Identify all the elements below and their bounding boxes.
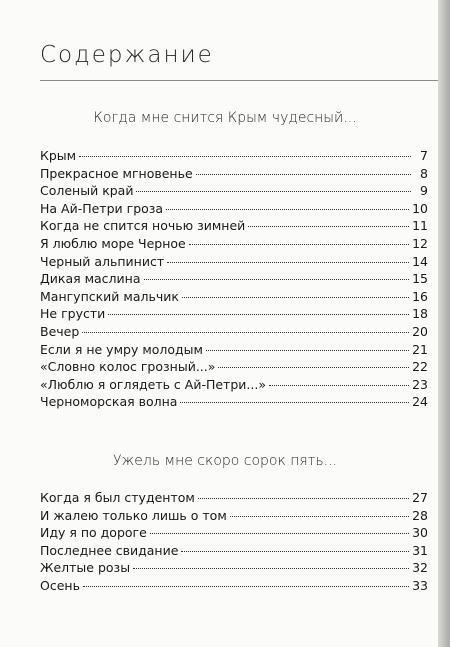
toc-entry [40, 376, 428, 394]
toc-entry-page: 11 [412, 218, 428, 234]
toc-entry [40, 182, 428, 200]
toc-entry-page: 18 [412, 306, 428, 322]
toc-dot-leader [83, 586, 409, 587]
toc-entry-title: Черный альпинист [40, 253, 165, 269]
toc-entry-title: «Словно колос грозный...» [40, 359, 216, 375]
toc-entry [40, 323, 428, 341]
toc-dot-leader [82, 332, 409, 333]
toc-entry [40, 147, 428, 165]
toc-entry-page: 20 [412, 323, 428, 339]
toc-entry [40, 393, 428, 411]
toc-dot-leader [182, 297, 409, 298]
toc-entry-title: Иду я по дороге [40, 525, 147, 541]
toc-dot-leader [189, 244, 409, 245]
toc-entry [40, 253, 428, 271]
toc-entry [40, 341, 428, 359]
toc-entry-page: 30 [412, 525, 428, 541]
toc-entry [40, 489, 428, 507]
page-title: Содержание [40, 42, 214, 68]
toc-entry-title: Если я не умру молодым [40, 341, 203, 357]
toc-dot-leader [167, 262, 409, 263]
toc-entry-title: Осень [40, 577, 80, 593]
section-title-2: Ужель мне скоро сорок пять... [113, 453, 337, 469]
toc-entry-page: 33 [412, 577, 428, 593]
toc-entry-page: 27 [412, 490, 428, 505]
section-title-1: Когда мне снится Крым чудесный... [93, 110, 357, 126]
toc-list-section-2 [40, 489, 428, 595]
toc-dot-leader [181, 551, 409, 552]
toc-entry [40, 270, 428, 288]
toc-dot-leader [206, 350, 409, 351]
toc-entry-title: Последнее свидание [40, 542, 179, 558]
toc-entry [40, 217, 428, 235]
toc-entry-title: И жалею только лишь о том [40, 507, 227, 523]
toc-entry-page: 31 [412, 542, 428, 558]
toc-dot-leader [248, 226, 409, 227]
toc-entry [40, 235, 428, 253]
toc-entry-title: Когда не спится ночью зимней [40, 218, 246, 234]
toc-dot-leader [144, 279, 410, 280]
toc-entry-title: Желтые розы [40, 560, 131, 576]
toc-dot-leader [136, 191, 411, 192]
toc-entry [40, 358, 428, 376]
toc-entry [40, 577, 428, 595]
toc-entry-title: Я люблю море Черное [40, 235, 186, 251]
toc-dot-leader [79, 156, 411, 157]
toc-dot-leader [218, 367, 409, 368]
toc-dot-leader [230, 516, 409, 517]
toc-entry-page: 8 [420, 165, 428, 181]
toc-entry [40, 288, 428, 306]
toc-entry [40, 524, 428, 542]
toc-dot-leader [198, 498, 409, 499]
toc-entry [40, 305, 428, 323]
toc-entry-title: «Люблю я оглядеть с Ай-Петри...» [40, 376, 266, 392]
toc-entry-title: Вечер [40, 323, 80, 339]
toc-entry-page: 21 [412, 341, 428, 357]
toc-entry [40, 507, 428, 525]
toc-dot-leader [150, 533, 409, 534]
toc-dot-leader [166, 209, 409, 210]
toc-entry-title: Прекрасное мгновенье [40, 165, 193, 181]
toc-entry-page: 15 [412, 271, 428, 287]
toc-entry-title: Крым [40, 148, 77, 163]
toc-entry [40, 165, 428, 183]
toc-entry-page: 23 [412, 376, 428, 392]
toc-list-section-1 [40, 147, 428, 411]
toc-entry-page: 10 [412, 200, 428, 216]
toc-entry-page: 22 [412, 359, 428, 375]
toc-dot-leader [180, 402, 409, 403]
toc-entry-page: 9 [420, 183, 428, 199]
page-edge [438, 0, 450, 647]
toc-entry-title: Не грусти [40, 306, 106, 322]
title-divider [40, 80, 438, 81]
toc-dot-leader [196, 174, 411, 175]
toc-entry [40, 542, 428, 560]
toc-entry-page: 28 [412, 507, 428, 523]
toc-dot-leader [269, 385, 409, 386]
toc-entry-title: Дикая маслина [40, 271, 141, 287]
toc-entry-page: 24 [412, 394, 428, 410]
toc-entry-page: 14 [412, 253, 428, 269]
toc-entry-page: 16 [412, 288, 428, 304]
toc-entry-page: 7 [420, 148, 428, 163]
toc-dot-leader [133, 568, 409, 569]
toc-dot-leader [108, 314, 409, 315]
toc-entry-page: 12 [412, 235, 428, 251]
toc-entry-page: 32 [412, 560, 428, 576]
toc-entry [40, 559, 428, 577]
toc-entry-title: Когда я был студентом [40, 490, 195, 505]
toc-entry-title: Черноморская волна [40, 394, 178, 410]
toc-entry-title: Мангупский мальчик [40, 288, 179, 304]
toc-entry-title: Соленый край [40, 183, 134, 199]
toc-entry-title: На Ай-Петри гроза [40, 200, 164, 216]
toc-entry [40, 200, 428, 218]
